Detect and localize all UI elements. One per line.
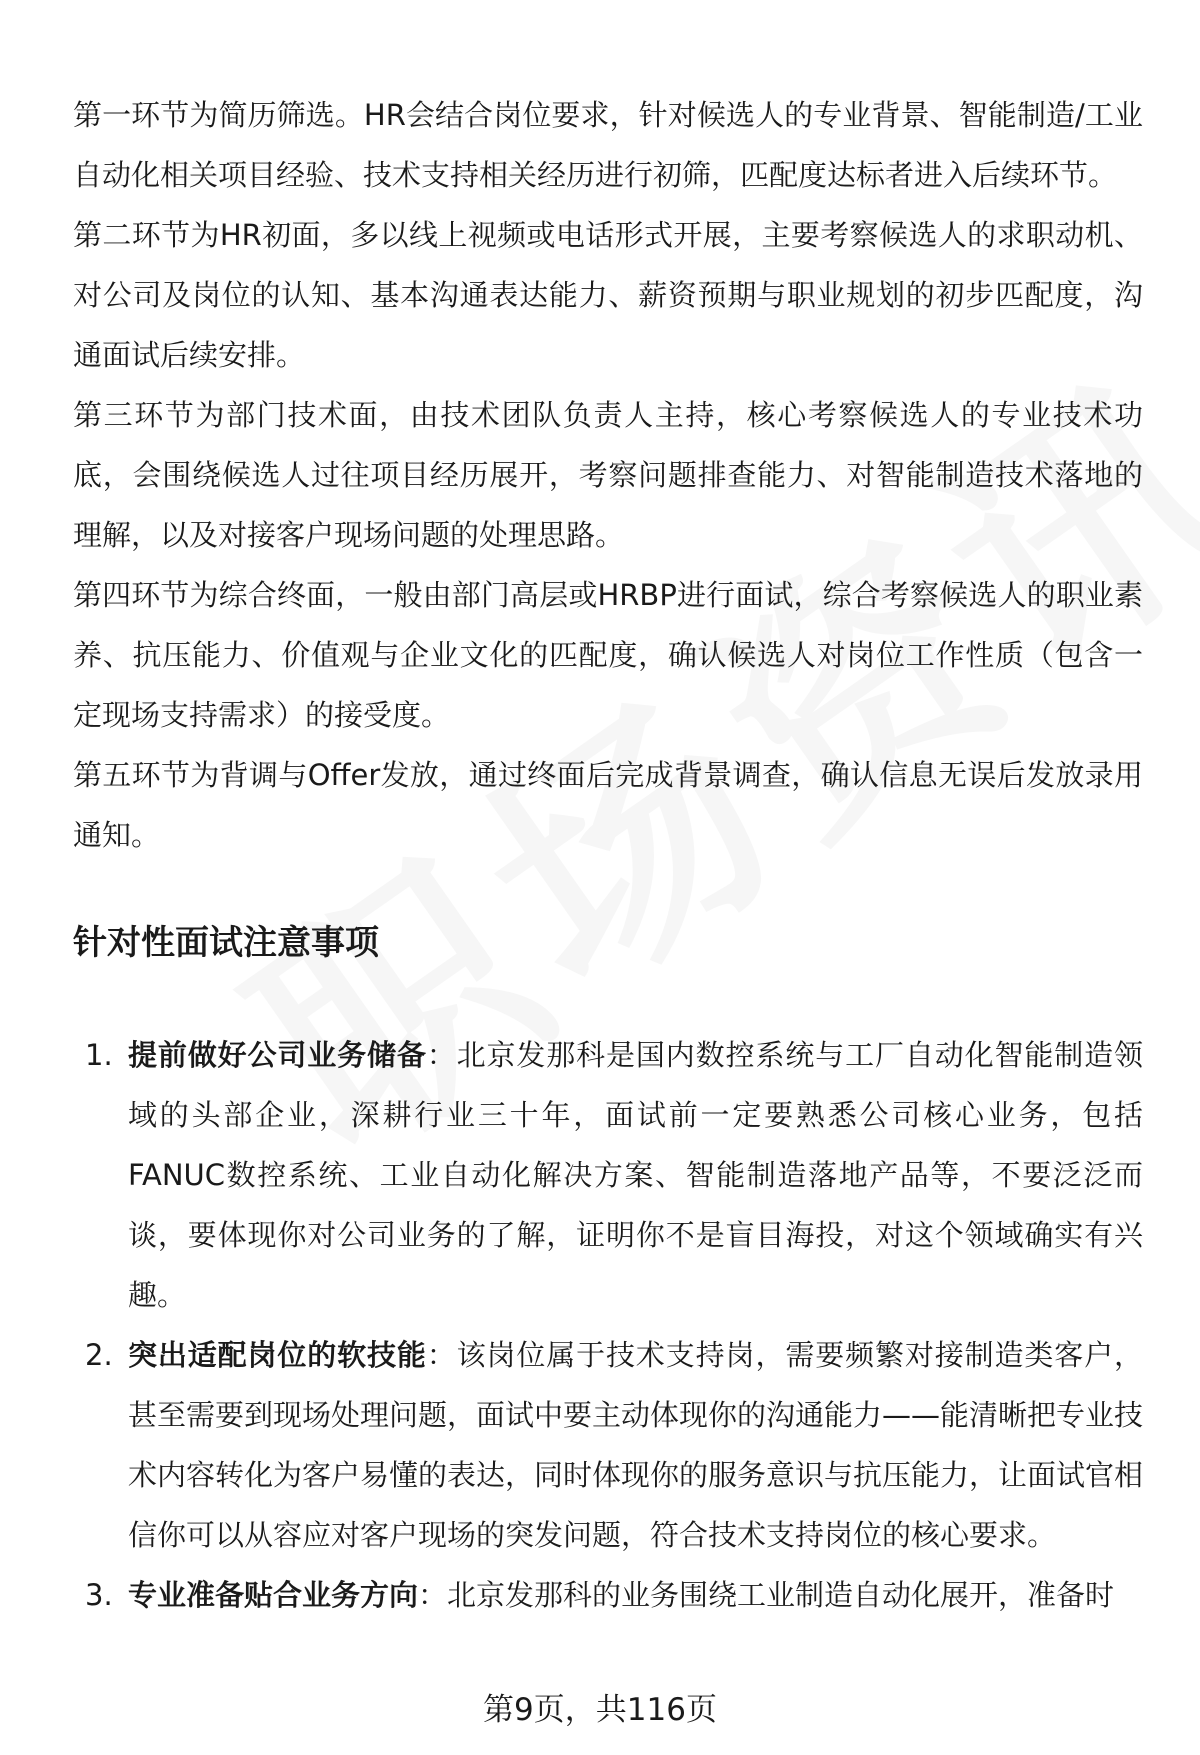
page-content (73, 85, 1143, 1625)
list-item-number: 3. (85, 1578, 113, 1612)
list-item-text: ：北京发那科是国内数控系统与工厂自动化智能制造领域的头部企业，深耕行业三十年，面试前一定要熟悉公司核心业务，包括FANUC数控系统、工业自动化解决方案、智能制造落地产品等，不要泛泛而谈，要体现你对公司业务的了解，证明你不是盲目海投，对这个领域确实有兴趣。 (128, 1038, 1143, 1312)
paragraph-step-4: 第四环节为综合终面，一般由部门高层或HRBP进行面试，综合考察候选人的职业素养、抗压能力、价值观与企业文化的匹配度，确认候选人对岗位工作性质（包含一定现场支持需求）的接受度。 (73, 578, 1143, 732)
list-item-title: 突出适配岗位的软技能 (128, 1338, 427, 1372)
list-item (73, 1025, 1143, 1325)
section-heading: 针对性面试注意事项 (73, 923, 379, 963)
paragraph-step-2: 第二环节为HR初面，多以线上视频或电话形式开展，主要考察候选人的求职动机、对公司及岗位的认知、基本沟通表达能力、薪资预期与职业规划的初步匹配度，沟通面试后续安排。 (73, 218, 1143, 372)
list-item-number: 2. (85, 1338, 113, 1372)
list-item-text: ：北京发那科的业务围绕工业制造自动化展开，准备时 (418, 1578, 1115, 1612)
list-item-title: 专业准备贴合业务方向 (128, 1578, 419, 1612)
paragraph-step-5: 第五环节为背调与Offer发放，通过终面后完成背景调查，确认信息无误后发放录用通知。 (73, 758, 1143, 852)
list-item-text: ：该岗位属于技术支持岗，需要频繁对接制造类客户，甚至需要到现场处理问题，面试中要主动体现你的沟通能力——能清晰把专业技术内容转化为客户易懂的表达，同时体现你的服务意识与抗压能力，让面试官相信你可以从容应对客户现场的突发问题，符合技术支持岗位的核心要求。 (128, 1338, 1144, 1552)
paragraph-step-3: 第三环节为部门技术面，由技术团队负责人主持，核心考察候选人的专业技术功底，会围绕候选人过往项目经历展开，考察问题排查能力、对智能制造技术落地的理解，以及对接客户现场问题的处理思路。 (73, 398, 1143, 552)
list-item-title: 提前做好公司业务储备 (128, 1038, 427, 1072)
list-item (73, 1565, 1143, 1625)
list-item-number: 1. (85, 1038, 113, 1072)
paragraph-step-1: 第一环节为简历筛选。HR会结合岗位要求，针对候选人的专业背景、智能制造/工业自动化相关项目经验、技术支持相关经历进行初筛，匹配度达标者进入后续环节。 (73, 98, 1143, 192)
page-footer: 第9页，共116页 (483, 1692, 717, 1728)
tips-list (73, 1025, 1143, 1625)
list-item (73, 1325, 1143, 1565)
